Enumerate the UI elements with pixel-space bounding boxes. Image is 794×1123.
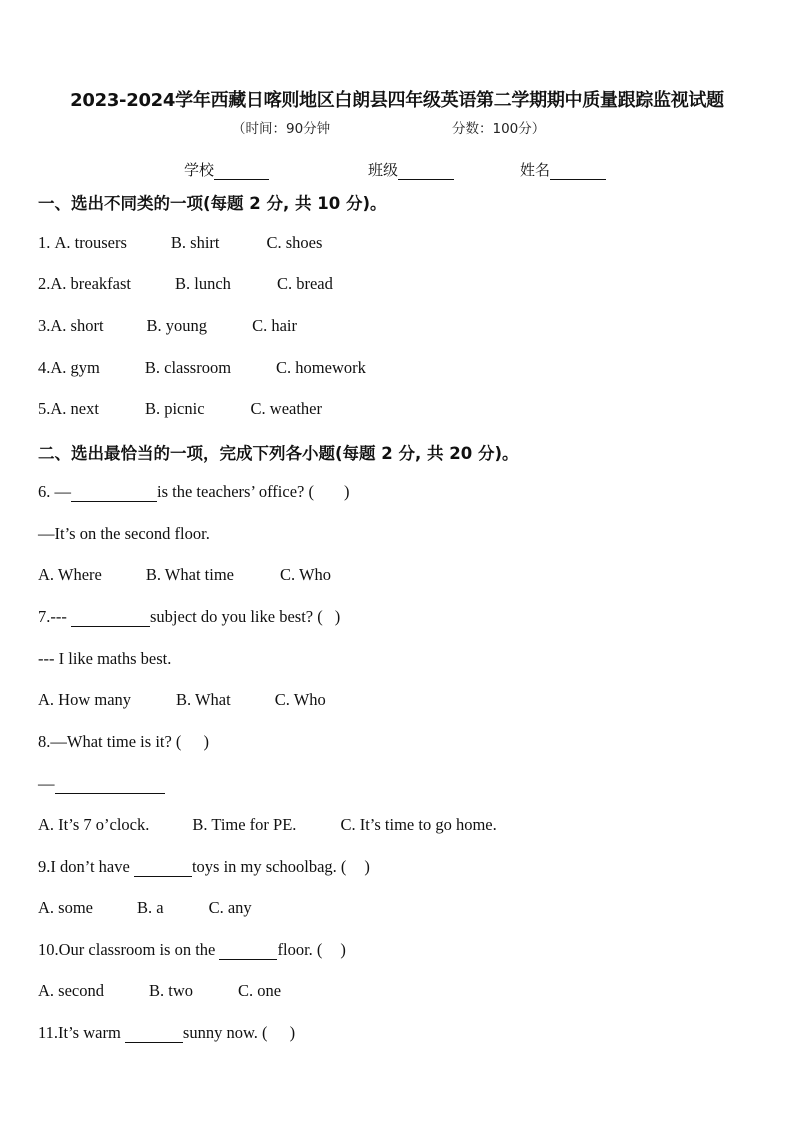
question-number: 1. [38, 233, 55, 252]
name-label: 姓名 [520, 161, 551, 179]
option-b: B. What [176, 690, 231, 709]
option-c: C. shoes [266, 233, 323, 252]
class-field [368, 159, 454, 180]
answer-paren-close: ) [203, 732, 209, 751]
answer-paren-close: ) [343, 482, 350, 501]
option-a: A. short [50, 316, 104, 335]
question-8-reply [38, 774, 165, 794]
answer-paren-close: ) [289, 1023, 296, 1042]
answer-paren-close: ) [334, 607, 341, 626]
question-6-reply: —It’s on the second floor. [38, 524, 210, 543]
exam-score: 分数：100分） [452, 121, 546, 137]
option-c: C. hair [252, 316, 297, 335]
question-prefix: 6. — [38, 482, 71, 501]
question-7-options [38, 690, 326, 710]
question-text: toys in my schoolbag. ( [191, 857, 347, 876]
question-4 [38, 358, 366, 378]
option-a: A. trousers [54, 233, 127, 252]
reply-dash: — [38, 774, 55, 793]
school-label: 学校 [184, 161, 215, 179]
option-a: A. Where [38, 565, 102, 584]
option-c: C. one [238, 981, 282, 1000]
name-field [520, 159, 606, 180]
question-6 [38, 482, 349, 502]
option-b: B. young [146, 316, 208, 335]
exam-title: 2023-2024学年西藏日喀则地区白朗县四年级英语第二学期期中质量跟踪监视试题 [70, 90, 724, 111]
section1-heading: 一、选出不同类的一项(每题 2 分, 共 10 分)。 [38, 194, 387, 213]
option-b: B. a [137, 898, 164, 917]
option-b: B. shirt [170, 233, 220, 252]
option-c: C. homework [276, 358, 366, 377]
question-text: is the teachers’ office? ( [157, 482, 314, 501]
question-8-options [38, 815, 497, 835]
option-b: B. classroom [144, 358, 232, 377]
option-a: A. second [38, 981, 104, 1000]
exam-time: （时间：90分钟 [232, 121, 331, 137]
answer-paren-close: ) [364, 857, 370, 876]
question-text: subject do you like best? ( [149, 607, 323, 626]
answer-blank [71, 484, 157, 502]
question-8 [38, 732, 209, 752]
question-10 [38, 940, 346, 960]
question-prefix: 7.--- [38, 607, 71, 626]
question-9-options [38, 898, 252, 918]
option-c: C. bread [276, 274, 333, 293]
option-a: A. How many [38, 690, 132, 709]
question-number: 4. [38, 358, 51, 377]
option-b: B. What time [145, 565, 234, 584]
question-prefix: 10.Our classroom is on the [38, 940, 220, 959]
question-number: 2. [38, 274, 51, 293]
school-field [184, 159, 269, 180]
option-a: A. gym [50, 358, 100, 377]
name-blank [550, 163, 606, 180]
option-c: C. weather [250, 399, 323, 418]
option-c: C. It’s time to go home. [340, 815, 497, 834]
school-blank [214, 163, 269, 180]
question-number: 3. [38, 316, 51, 335]
question-10-options [38, 981, 281, 1001]
option-a: A. breakfast [50, 274, 132, 293]
question-text: 8.—What time is it? ( [38, 732, 182, 751]
answer-blank [71, 609, 150, 627]
question-7-reply: --- I like maths best. [38, 649, 172, 668]
class-blank [398, 163, 454, 180]
option-a: A. some [38, 898, 93, 917]
option-c: C. any [208, 898, 252, 917]
question-1 [38, 233, 322, 253]
option-c: C. Who [279, 565, 332, 584]
option-b: B. lunch [175, 274, 231, 293]
question-6-options [38, 565, 331, 585]
answer-blank [125, 1025, 183, 1043]
question-9 [38, 857, 370, 877]
option-b: B. two [148, 981, 193, 1000]
option-c: C. Who [274, 690, 326, 709]
question-number: 5. [38, 399, 51, 418]
question-11 [38, 1023, 295, 1043]
option-b: B. Time for PE. [192, 815, 297, 834]
option-a: A. next [50, 399, 99, 418]
answer-blank [55, 776, 165, 794]
question-2 [38, 274, 333, 294]
question-text: sunny now. ( [182, 1023, 268, 1042]
answer-paren-close: ) [340, 940, 346, 959]
answer-blank [134, 859, 192, 877]
answer-blank [219, 942, 277, 960]
question-7 [38, 607, 340, 627]
question-3 [38, 316, 297, 336]
section2-heading: 二、选出最恰当的一项，完成下列各小题(每题 2 分, 共 20 分)。 [38, 444, 519, 463]
question-prefix: 11.It’s warm [38, 1023, 125, 1042]
question-prefix: 9.I don’t have [38, 857, 134, 876]
class-label: 班级 [368, 161, 399, 179]
option-a: A. It’s 7 o’clock. [38, 815, 150, 834]
question-text: floor. ( [277, 940, 323, 959]
question-5 [38, 399, 322, 419]
option-b: B. picnic [144, 399, 205, 418]
